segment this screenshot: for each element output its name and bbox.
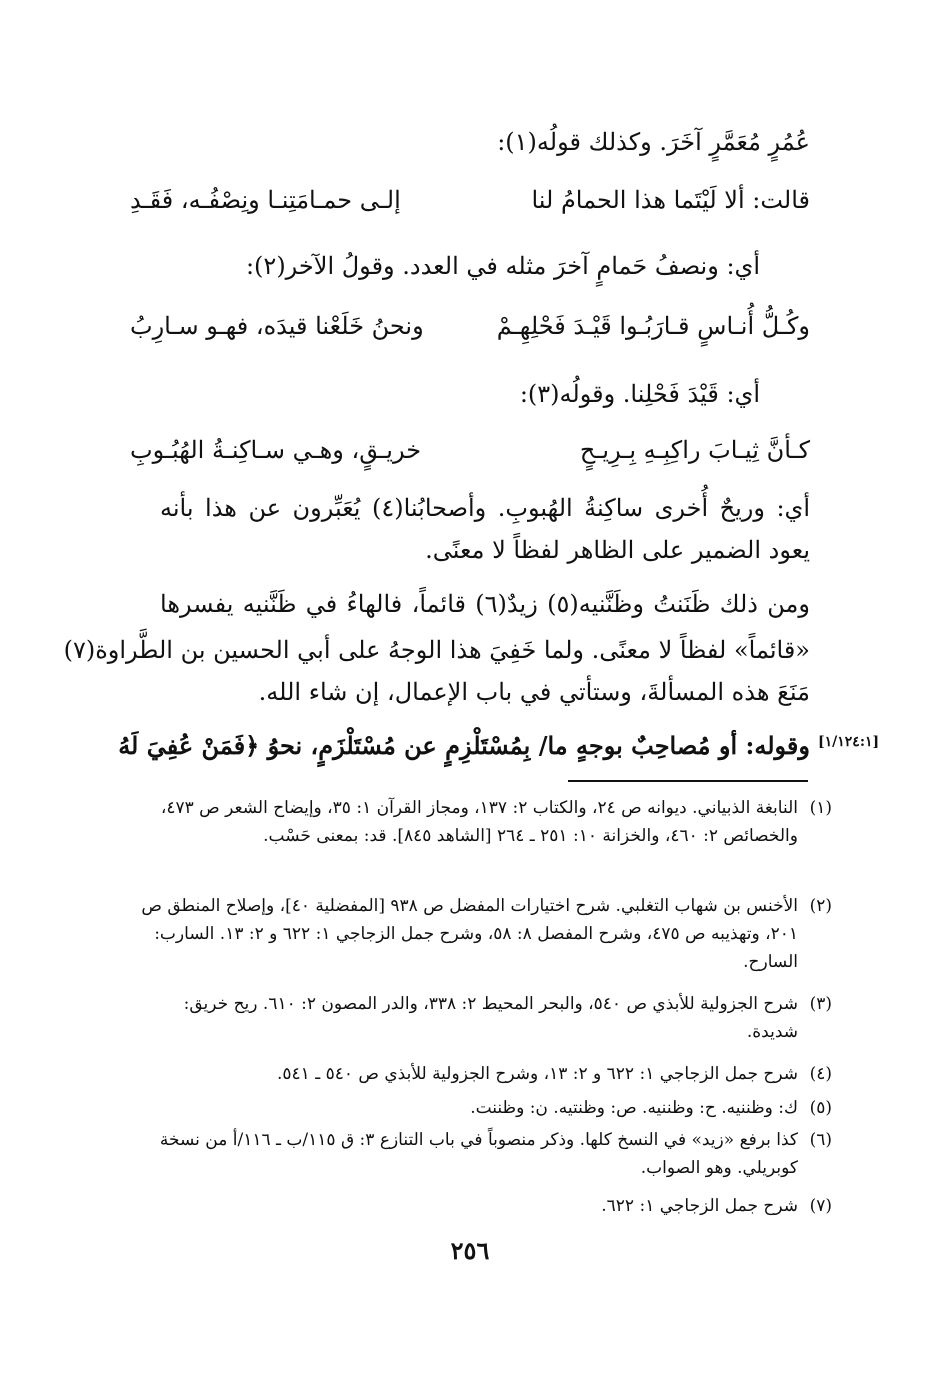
verse-second-hemistich: إلـى حمـامَتِنـا ونِصْفُـه، فَقَـدِ [130, 186, 401, 214]
verse-second-hemistich: ونحنُ خَلَعْنا قيدَه، فهـو سـارِبُ [130, 312, 424, 340]
footnote-number: (٢) [809, 896, 832, 916]
footnote-text: كذا برفع «زيد» في النسخ كلها. وذكر منصوباً في باب التنازع ٣: ق ١١٥/ب ـ ١١٦/أ من نسخة كوبريلي. وهو الصواب. [159, 1130, 798, 1178]
verse-line [130, 430, 810, 470]
footnote [132, 892, 832, 976]
text-line: أي: قَيْدَ فَحْلِنا. وقولُه(٣): [519, 380, 760, 408]
footnote [132, 1060, 832, 1088]
text-line: يعود الضمير على الظاهر لفظاً لا معنًى. [425, 536, 810, 564]
margin-reference: [١/١٢٤:١] [818, 734, 880, 750]
verse-first-hemistich: قالت: ألا لَيْتَما هذا الحمامُ لنا [531, 186, 810, 214]
footnote-text: شرح جمل الزجاجي ١: ٦٢٢ و ٢: ١٣، وشرح الجزولية للأبذي ص ٥٤٠ ـ ٥٤١. [277, 1064, 798, 1084]
verse-line [130, 180, 810, 220]
footnote-text: الأخنس بن شهاب التغلبي. شرح اختيارات المفضل ص ٩٣٨ [المفضلية ٤٠]، وإصلاح المنطق ص ٢٠١، وتهذيبه ص ٤٧٥، وشرح المفصل ٨: ٥٨، وشرح جمل الزجاجي ١: ٦٢٢ و ٢: ١٣. السارب: السارح. [141, 896, 798, 972]
text-line: أي: وريحٌ أُخرى ساكِنةُ الهُبوبِ. وأصحابُنا(٤) يُعَبِّرون عن هذا بأنه [160, 494, 811, 522]
text-line: عُمُرٍ مُعَمَّرٍ آخَرَ. وكذلك قولُه(١): [497, 128, 810, 156]
footnote-text: ك: وظننيه. ح: وظننيه. ص: وظنتيه. ن: وظننت. [470, 1098, 798, 1118]
verse-first-hemistich: كـأنَّ ثِيـابَ راكِبِـهِ بِـرِيـحٍ [579, 436, 810, 464]
footnote-number: (٣) [809, 994, 832, 1014]
text-line: ومن ذلك ظَنَنتُ وظَنَّنيه(٥) زيدٌ(٦) قائماً، فالهاءُ في ظَنَّنيه يفسرها [160, 590, 810, 618]
footnote-number: (٥) [809, 1098, 832, 1118]
footnote-text: شرح جمل الزجاجي ١: ٦٢٢. [601, 1196, 798, 1216]
verse-first-hemistich: وكُـلُّ أُنـاسٍ قـارَبُـوا قَيْـدَ فَحْلِهِـمْ [496, 312, 810, 340]
footnote [132, 1192, 832, 1220]
verse-line [130, 306, 810, 346]
footnote-number: (١) [809, 798, 832, 818]
footnote [132, 990, 832, 1046]
text-line: وقوله: أو مُصاحِبٌ بوجهٍ ما/ بِمُسْتَلْزِمٍ عن مُسْتَلْزَمٍ، نحوُ ﴿فَمَنْ عُفِيَ لَهُ [118, 731, 810, 760]
text-line: مَنَعَ هذه المسألةَ، وستأتي في باب الإعمال، إن شاء الله. [258, 678, 810, 706]
text-line: أي: ونصفُ حَمامٍ آخرَ مثله في العدد. وقولُ الآخر(٢): [245, 252, 760, 280]
text-line: «قائماً» لفظاً لا معنًى. ولما خَفِيَ هذا الوجهُ على أبي الحسين بن الطَّراوة(٧) [63, 636, 810, 664]
footnote-number: (٧) [809, 1196, 832, 1216]
footnote-number: (٤) [809, 1064, 832, 1084]
footnote-separator [568, 780, 808, 782]
footnote [132, 794, 832, 850]
footnote-text: النابغة الذبياني. ديوانه ص ٢٤، والكتاب ٢: ١٣٧، ومجاز القرآن ١: ٣٥، وإيضاح الشعر ص ٤٧٣، والخصائص ٢: ٤٦٠، والخزانة ١٠: ٢٥١ ـ ٢٦٤ [الشاهد ٨٤٥]. قد: بمعنى حَسْب. [160, 798, 798, 846]
footnote [132, 1126, 832, 1182]
verse-second-hemistich: خريـقٍ، وهـي سـاكِنـةُ الهُبُـوبِ [130, 436, 422, 464]
footnote [132, 1094, 832, 1122]
footnote-text: شرح الجزولية للأبذي ص ٥٤٠، والبحر المحيط ٢: ٣٣٨، والدر المصون ٢: ٦١٠. ريح خريق: شديدة. [183, 994, 798, 1042]
page-number: ٢٥٦ [450, 1236, 490, 1265]
footnote-number: (٦) [809, 1130, 832, 1150]
